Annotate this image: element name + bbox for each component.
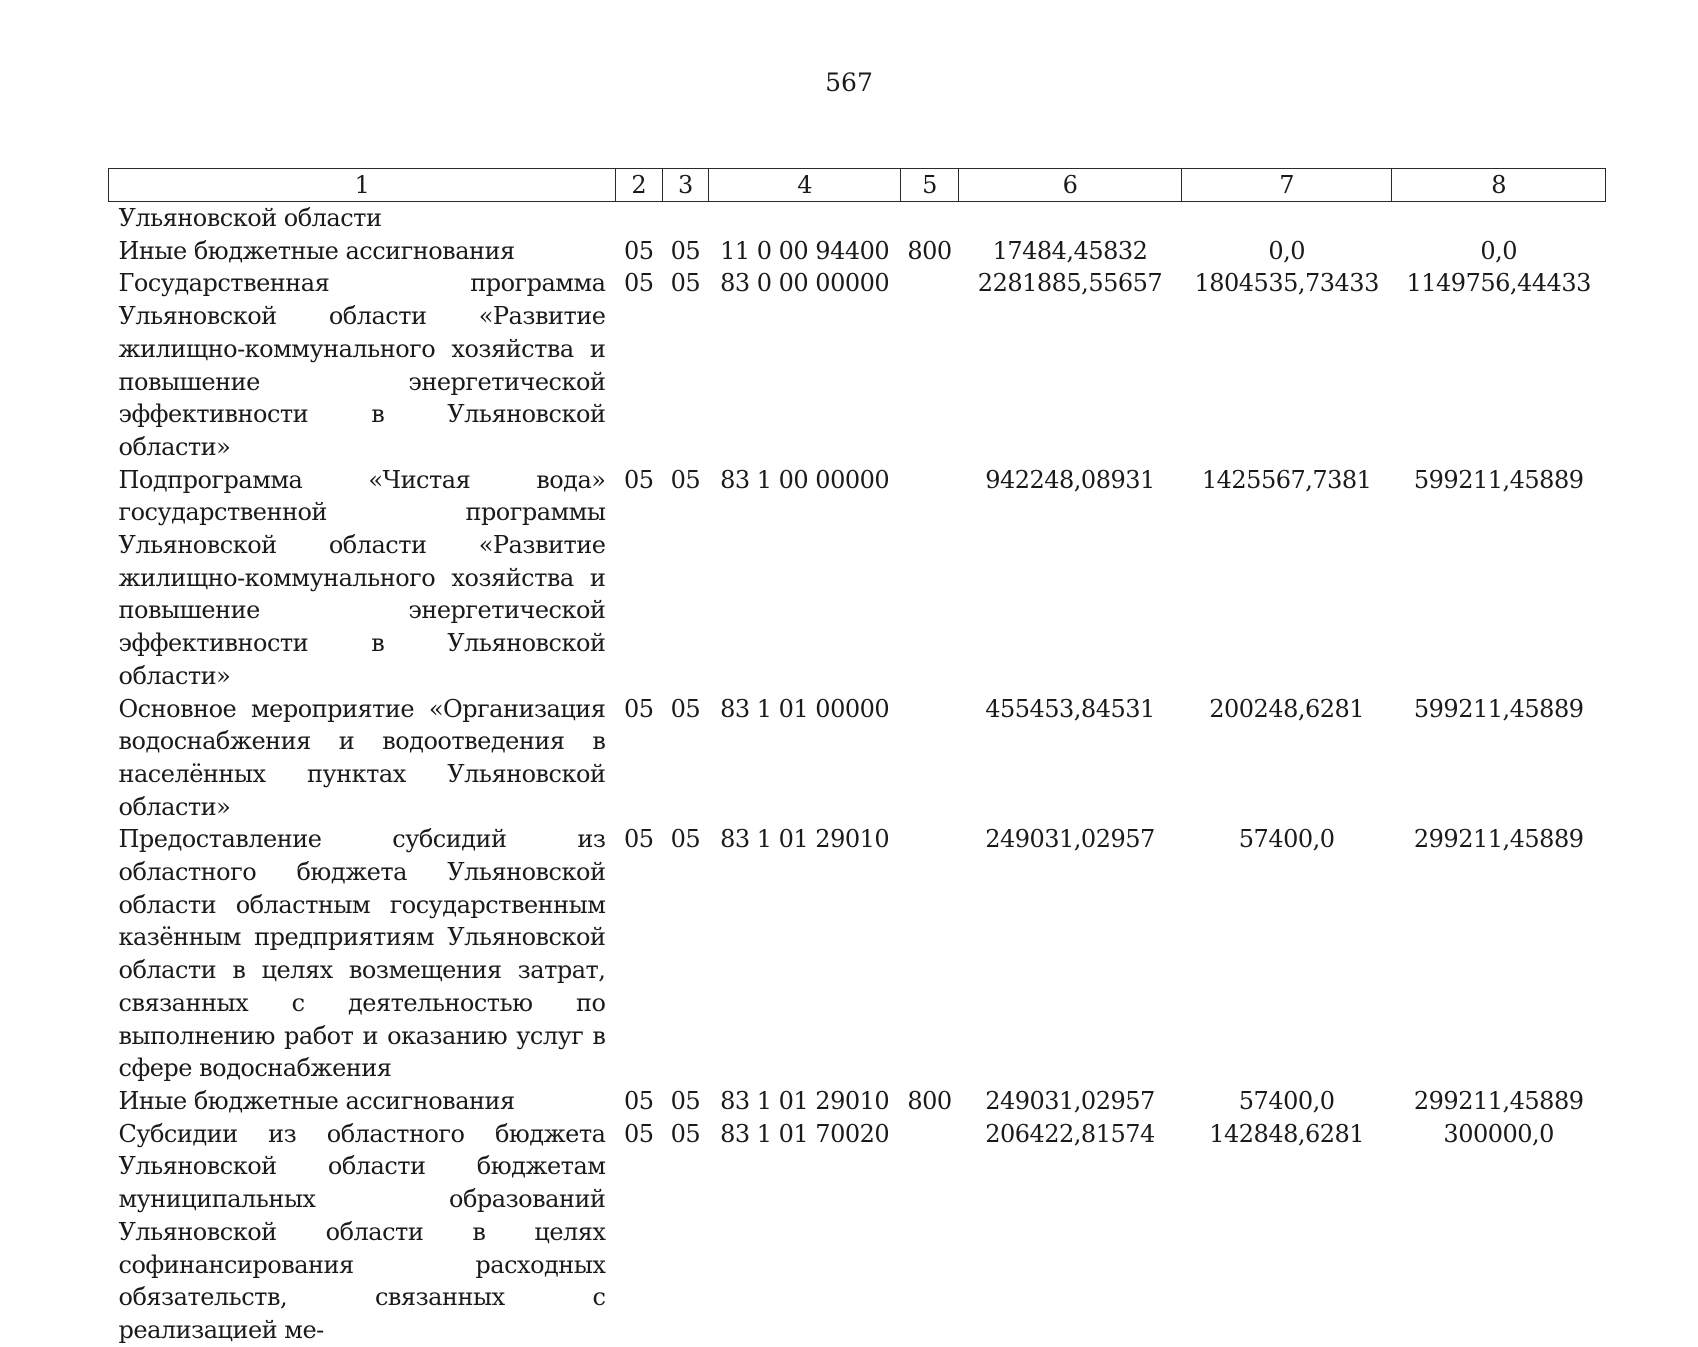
column-number: 8 xyxy=(1392,169,1606,202)
amount-col-6: 249031,02957 xyxy=(985,1086,1155,1115)
subsection-code: 05 xyxy=(670,465,701,494)
table-row xyxy=(109,823,1606,1085)
amount-col-6: 942248,08931 xyxy=(985,465,1155,494)
target-item-code: 83 1 01 29010 xyxy=(720,1086,890,1115)
amount-col-8: 299211,45889 xyxy=(1413,825,1584,854)
subsection-code: 05 xyxy=(670,1086,701,1115)
section-code xyxy=(615,202,662,235)
column-number: 7 xyxy=(1181,169,1391,202)
column-number: 2 xyxy=(615,169,662,202)
amount-col-8: 300000,0 xyxy=(1443,1119,1554,1148)
section-code: 05 xyxy=(623,694,654,723)
expense-type-code xyxy=(901,202,959,235)
expense-type-code xyxy=(901,823,959,1085)
column-number: 3 xyxy=(662,169,709,202)
amount-col-6: 17484,45832 xyxy=(992,236,1148,265)
subsection-code xyxy=(662,202,709,235)
expense-type-code xyxy=(901,464,959,693)
column-number: 6 xyxy=(959,169,1182,202)
expense-name: Субсидии из областного бюджета Ульяновской области бюджетам муниципальных образований Ульяновской области в целях софинансирования расходных обязательств, связанных с реализацией ме- xyxy=(118,1119,606,1344)
subsection-code: 05 xyxy=(670,1119,701,1148)
amount-col-6 xyxy=(959,202,1182,235)
subsection-code: 05 xyxy=(670,236,701,265)
target-item-code: 83 1 01 00000 xyxy=(720,694,890,723)
table-row xyxy=(109,693,1606,824)
table-row xyxy=(109,202,1606,235)
budget-table xyxy=(108,168,1606,1347)
target-item-code xyxy=(709,202,901,235)
expense-name: Ульяновской области xyxy=(118,204,382,232)
expense-name: Иные бюджетные ассигнования xyxy=(118,236,515,265)
amount-col-8: 599211,45889 xyxy=(1413,694,1584,723)
target-item-code: 83 1 01 70020 xyxy=(720,1119,890,1148)
expense-type-code xyxy=(901,1118,959,1347)
amount-col-8: 599211,45889 xyxy=(1413,465,1584,494)
amount-col-6: 249031,02957 xyxy=(985,825,1155,854)
subsection-code: 05 xyxy=(670,825,701,854)
amount-col-7: 57400,0 xyxy=(1238,825,1335,854)
target-item-code: 83 1 00 00000 xyxy=(720,465,890,494)
section-code: 05 xyxy=(623,1119,654,1148)
target-item-code: 83 1 01 29010 xyxy=(720,825,890,854)
amount-col-8: 1149756,44433 xyxy=(1406,269,1591,298)
expense-name: Государственная программа Ульяновской области «Развитие жилищно-коммунального хозяйства и повышение энергетической эффективности в Ульяновской области» xyxy=(118,269,606,461)
amount-col-6: 206422,81574 xyxy=(985,1119,1155,1148)
amount-col-7: 0,0 xyxy=(1268,236,1305,265)
expense-type-code: 800 xyxy=(907,236,952,265)
expense-type-code: 800 xyxy=(907,1086,952,1115)
amount-col-7: 1425567,7381 xyxy=(1201,465,1372,494)
table-row xyxy=(109,235,1606,268)
amount-col-7: 1804535,73433 xyxy=(1194,269,1379,298)
expense-type-code xyxy=(901,267,959,463)
amount-col-7: 200248,6281 xyxy=(1209,694,1365,723)
target-item-code: 83 0 00 00000 xyxy=(720,269,890,298)
expense-name: Иные бюджетные ассигнования xyxy=(118,1086,515,1115)
section-code: 05 xyxy=(623,269,654,298)
column-number-header xyxy=(109,169,1606,202)
amount-col-6: 2281885,55657 xyxy=(977,269,1163,298)
section-code: 05 xyxy=(623,236,654,265)
expense-type-code xyxy=(901,693,959,824)
column-number: 1 xyxy=(109,169,616,202)
column-number: 4 xyxy=(709,169,901,202)
table-row xyxy=(109,1085,1606,1118)
expense-name: Основное мероприятие «Организация водоснабжения и водоотведения в населённых пунктах Ульяновской области» xyxy=(118,694,606,821)
amount-col-7 xyxy=(1181,202,1391,235)
expense-name: Предоставление субсидий из областного бюджета Ульяновской области областным государственным казённым предприятиям Ульяновской области в целях возмещения затрат, связанных с деятельностью по выполнению работ и оказанию услуг в сфере водоснабжения xyxy=(118,825,606,1083)
table-row xyxy=(109,464,1606,693)
expense-name: Подпрограмма «Чистая вода» государственной программы Ульяновской области «Развитие жилищно-коммунального хозяйства и повышение энергетической эффективности в Ульяновской области» xyxy=(118,465,606,690)
table-row xyxy=(109,267,1606,463)
section-code: 05 xyxy=(623,825,654,854)
amount-col-7: 57400,0 xyxy=(1238,1086,1335,1115)
subsection-code: 05 xyxy=(670,269,701,298)
section-code: 05 xyxy=(623,1086,654,1115)
target-item-code: 11 0 00 94400 xyxy=(720,236,890,265)
table-row xyxy=(109,1118,1606,1347)
amount-col-7: 142848,6281 xyxy=(1209,1119,1365,1148)
page-number: 567 xyxy=(825,68,873,97)
subsection-code: 05 xyxy=(670,694,701,723)
amount-col-6: 455453,84531 xyxy=(985,694,1155,723)
column-number: 5 xyxy=(901,169,959,202)
amount-col-8: 299211,45889 xyxy=(1413,1086,1584,1115)
amount-col-8: 0,0 xyxy=(1480,236,1518,265)
section-code: 05 xyxy=(623,465,654,494)
amount-col-8 xyxy=(1392,202,1606,235)
